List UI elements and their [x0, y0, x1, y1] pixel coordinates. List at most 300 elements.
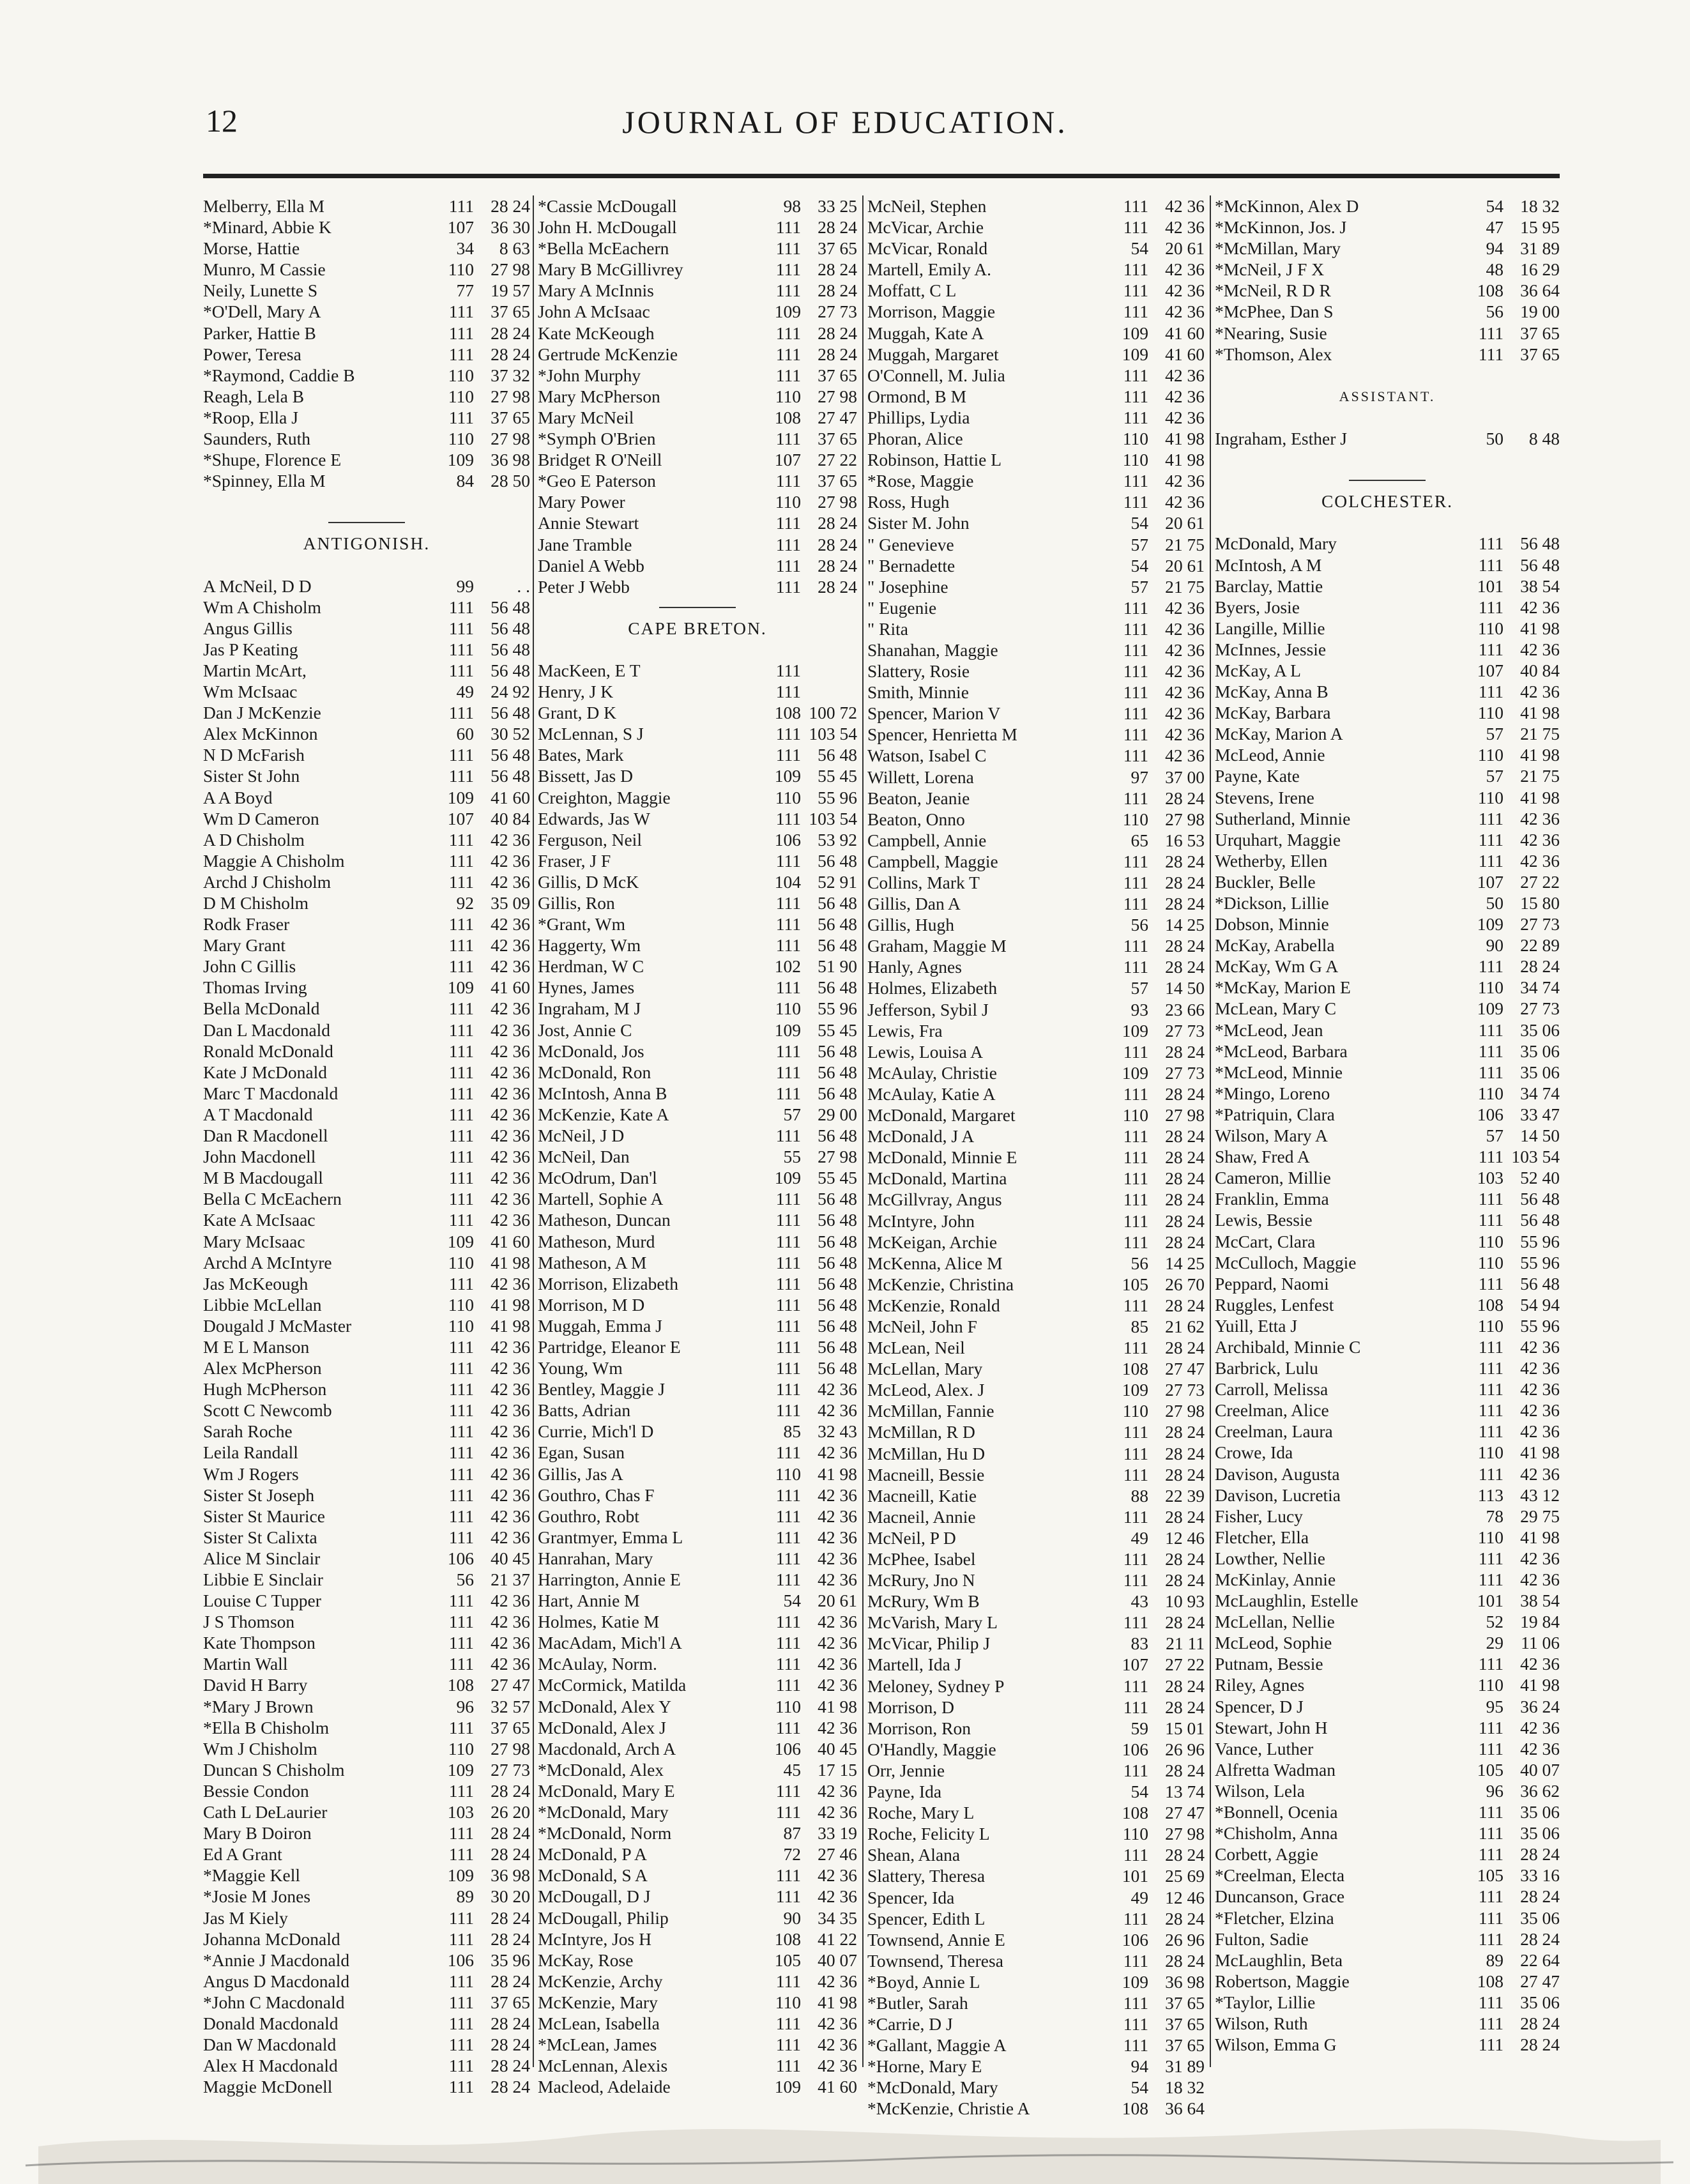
days-taught: 54	[1130, 238, 1148, 259]
days-taught: 111	[1123, 2035, 1148, 2056]
days-taught: 57	[1486, 766, 1503, 786]
teacher-name: Martell, Emily A.	[867, 259, 992, 280]
days-taught: 109	[1477, 998, 1503, 1019]
teacher-row	[203, 1146, 530, 1167]
county-heading: ANTIGONISH.	[303, 533, 430, 554]
days-taught: 111	[448, 1379, 474, 1400]
teacher-name: Davison, Lucretia	[1215, 1485, 1341, 1505]
days-taught: 111	[448, 703, 474, 723]
teacher-row	[867, 2013, 1205, 2035]
grant-amount: 27 73	[1520, 998, 1560, 1019]
days-taught: 111	[448, 829, 474, 850]
grant-amount: 42 36	[818, 1506, 857, 1526]
teacher-row	[538, 407, 857, 428]
days-taught: 90	[783, 1907, 801, 1928]
grant-amount: 41 60	[491, 1231, 530, 1251]
days-taught: 84	[456, 471, 474, 491]
teacher-name: Donald Macdonald	[203, 2013, 339, 2033]
teacher-name: Fraser, J F	[538, 850, 611, 871]
grant-amount: 55 96	[1520, 1231, 1560, 1251]
days-taught: 96	[456, 1696, 474, 1716]
days-taught: 57	[1130, 978, 1148, 998]
teacher-name: D M Chisholm	[203, 893, 309, 913]
teacher-row	[538, 2034, 857, 2055]
days-taught: 43	[1130, 1591, 1148, 1612]
grant-amount: 56 48	[491, 660, 530, 680]
teacher-row	[1215, 956, 1560, 977]
grant-amount: 42 36	[1520, 1717, 1560, 1737]
days-taught: 111	[1123, 492, 1148, 512]
teacher-row	[1215, 1738, 1560, 1759]
grant-amount: 56 48	[491, 639, 530, 659]
teacher-name: Creelman, Alice	[1215, 1400, 1329, 1421]
grant-amount: 42 36	[1165, 280, 1205, 301]
teacher-name: Sister M. John	[867, 513, 970, 533]
days-taught: 111	[775, 724, 801, 744]
grant-amount: 23 66	[1165, 999, 1205, 1019]
teacher-name: M E L Manson	[203, 1336, 310, 1357]
teacher-row	[538, 1463, 857, 1485]
grant-amount: 31 89	[1520, 238, 1560, 259]
days-taught: 111	[1478, 1189, 1503, 1209]
grant-amount: 27 98	[1165, 809, 1205, 829]
spacer	[203, 491, 530, 512]
teacher-name: McMillan, Hu D	[867, 1443, 986, 1463]
teacher-name: Mary B McGillivrey	[538, 259, 683, 280]
grant-amount: 42 36	[1165, 365, 1205, 385]
grant-amount: 35 06	[1520, 1907, 1560, 1928]
days-taught: 83	[1130, 1633, 1148, 1654]
teacher-row	[1215, 1674, 1560, 1695]
teacher-row	[1215, 1527, 1560, 1548]
teacher-name: Roche, Felicity L	[867, 1824, 990, 1844]
days-taught: 54	[1486, 196, 1503, 216]
teacher-name: " Eugenie	[867, 597, 937, 618]
grant-amount: 28 24	[1165, 788, 1205, 808]
teacher-row	[203, 1738, 530, 1759]
section-rule	[659, 607, 736, 608]
teacher-row	[867, 1421, 1205, 1442]
grant-amount: 56 48	[818, 1126, 857, 1146]
teacher-row	[203, 1611, 530, 1632]
teacher-name: Sarah Roche	[203, 1421, 293, 1442]
grant-amount: 27 98	[491, 1738, 530, 1759]
grant-amount: 37 65	[818, 429, 857, 449]
grant-amount: 41 98	[1520, 745, 1560, 765]
teacher-row	[203, 1865, 530, 1886]
days-taught: 49	[456, 682, 474, 702]
teacher-name: Stevens, Irene	[1215, 787, 1314, 807]
teacher-name: *Josie M Jones	[203, 1886, 311, 1907]
teacher-name: Cameron, Millie	[1215, 1168, 1331, 1188]
teacher-row	[1215, 1653, 1560, 1674]
teacher-name: Campbell, Maggie	[867, 851, 998, 871]
grant-amount: 42 36	[818, 2013, 857, 2033]
days-taught: 111	[448, 1654, 474, 1674]
teacher-name: McLennan, S J	[538, 724, 644, 744]
teacher-name: Alice M Sinclair	[203, 1548, 321, 1568]
days-taught: 49	[1130, 1527, 1148, 1548]
grant-amount: 56 48	[491, 597, 530, 617]
teacher-name: Martell, Sophie A	[538, 1189, 664, 1209]
days-taught: 87	[783, 1823, 801, 1844]
teacher-row	[1215, 1315, 1560, 1336]
days-taught: 111	[448, 998, 474, 1019]
grant-amount: 42 36	[818, 1400, 857, 1421]
grant-amount: 42 36	[818, 1865, 857, 1886]
teacher-row	[867, 1844, 1205, 1865]
teacher-name: Gertrude McKenzie	[538, 344, 678, 364]
grant-amount: 42 36	[818, 1633, 857, 1653]
teacher-row	[1215, 1294, 1560, 1315]
teacher-row	[203, 1569, 530, 1590]
grant-amount: 27 22	[818, 450, 857, 470]
days-taught: 111	[448, 597, 474, 617]
days-taught: 111	[1123, 1549, 1148, 1569]
teacher-name: Sister St John	[203, 766, 300, 786]
days-taught: 111	[1478, 533, 1503, 554]
teacher-row	[203, 744, 530, 765]
days-taught: 110	[1122, 429, 1148, 449]
teacher-name: Bella C McEachern	[203, 1189, 342, 1209]
grant-amount: 38 54	[1520, 576, 1560, 596]
grant-amount: 42 36	[1520, 829, 1560, 850]
grant-amount: 56 48	[491, 766, 530, 786]
grant-amount: 12 46	[1165, 1527, 1205, 1548]
teacher-name: A A Boyd	[203, 787, 273, 807]
teacher-name: Dan R Macdonell	[203, 1126, 328, 1146]
grant-amount: 28 24	[1165, 936, 1205, 956]
days-taught: 109	[774, 1168, 801, 1188]
days-taught: 110	[1122, 1824, 1148, 1844]
days-taught: 92	[456, 893, 474, 913]
days-taught: 110	[1477, 977, 1503, 998]
teacher-row	[867, 280, 1205, 301]
days-taught: 111	[775, 1569, 801, 1589]
days-taught: 111	[775, 893, 801, 913]
grant-amount: 42 36	[1165, 618, 1205, 639]
grant-amount: 27 47	[491, 1675, 530, 1695]
grant-amount: 42 36	[491, 1527, 530, 1547]
county-heading: COLCHESTER.	[1321, 491, 1454, 512]
teacher-name: McLaughlin, Beta	[1215, 1950, 1343, 1970]
days-taught: 111	[448, 1780, 474, 1801]
grant-amount: 36 24	[1520, 1696, 1560, 1716]
days-taught: 106	[774, 1738, 801, 1759]
spacer	[1215, 407, 1560, 428]
teacher-row	[1215, 1442, 1560, 1463]
days-taught: 109	[447, 1865, 474, 1886]
teacher-name: McDonald, Mary E	[538, 1780, 675, 1801]
days-taught: 111	[1123, 1506, 1148, 1527]
grant-amount: 41 98	[1520, 618, 1560, 638]
grant-amount: 16 29	[1520, 259, 1560, 280]
days-taught: 111	[775, 745, 801, 765]
days-taught: 111	[448, 618, 474, 638]
teacher-row	[1215, 1188, 1560, 1209]
teacher-row	[1215, 977, 1560, 998]
teacher-name: *McLeod, Minnie	[1215, 1062, 1343, 1082]
teacher-row	[867, 1464, 1205, 1485]
teacher-row	[203, 259, 530, 280]
teacher-row	[867, 1802, 1205, 1823]
grant-amount: 41 98	[818, 1463, 857, 1484]
teacher-row	[1215, 1780, 1560, 1801]
teacher-name: Power, Teresa	[203, 344, 301, 364]
days-taught: 111	[448, 2035, 474, 2055]
days-taught: 111	[775, 1971, 801, 1991]
teacher-name: McKenzie, Archy	[538, 1971, 663, 1991]
days-taught: 111	[775, 555, 801, 576]
teacher-row	[1215, 1928, 1560, 1950]
days-taught: 111	[1123, 851, 1148, 871]
teacher-row	[867, 1697, 1205, 1718]
teacher-name: Bessie Condon	[203, 1780, 309, 1801]
teacher-row	[867, 1739, 1205, 1760]
teacher-name: Sister St Joseph	[203, 1485, 315, 1505]
days-taught: 89	[1486, 1950, 1503, 1970]
teacher-name: Beaton, Onno	[867, 809, 965, 829]
teacher-row	[867, 1358, 1205, 1379]
grant-amount: 55 96	[1520, 1252, 1560, 1272]
teacher-name: MacKeen, E T	[538, 660, 641, 680]
days-taught: 111	[448, 1273, 474, 1294]
days-taught: 111	[775, 280, 801, 301]
teacher-row	[867, 1168, 1205, 1189]
grant-amount: 55 96	[1520, 1315, 1560, 1336]
days-taught: 111	[1123, 788, 1148, 808]
days-taught: 111	[775, 1294, 801, 1315]
grant-amount: 42 36	[1520, 1358, 1560, 1378]
teacher-name: *Bella McEachern	[538, 238, 669, 259]
teacher-name: Bridget R O'Neill	[538, 450, 662, 470]
teacher-name: McKay, A L	[1215, 660, 1301, 680]
teacher-row	[867, 1992, 1205, 2013]
teacher-name: McKay, Wm G A	[1215, 956, 1339, 977]
section-subheading: ASSISTANT.	[1339, 388, 1436, 404]
teacher-name: Vance, Luther	[1215, 1738, 1314, 1759]
teacher-row	[203, 280, 530, 301]
grant-amount: 28 24	[818, 280, 857, 301]
grant-amount: 28 24	[1520, 1928, 1560, 1949]
teacher-name: Kate J McDonald	[203, 1062, 327, 1082]
teacher-name: M B Macdougall	[203, 1168, 323, 1188]
teacher-row	[203, 1104, 530, 1125]
teacher-name: McRury, Wm B	[867, 1591, 980, 1612]
teacher-row	[538, 1780, 857, 1801]
teacher-row	[538, 259, 857, 280]
teacher-name: Ronald McDonald	[203, 1041, 333, 1061]
grant-amount: 28 24	[818, 513, 857, 533]
grant-amount: 22 89	[1520, 935, 1560, 956]
days-taught: 108	[774, 407, 801, 427]
teacher-name: Macneill, Katie	[867, 1485, 977, 1506]
teacher-row	[867, 1823, 1205, 1844]
grant-amount: 42 36	[491, 1336, 530, 1357]
days-taught: 111	[1123, 1443, 1148, 1463]
days-taught: 111	[448, 850, 474, 871]
column-4	[1215, 195, 1560, 2067]
days-taught: 110	[1477, 1442, 1503, 1463]
teacher-row	[203, 1992, 530, 2013]
teacher-row	[203, 1315, 530, 1336]
days-taught: 111	[448, 871, 474, 892]
teacher-row	[1215, 660, 1560, 681]
teacher-name: Shaw, Fred A	[1215, 1147, 1310, 1167]
teacher-row	[538, 1252, 857, 1273]
days-taught: 111	[1478, 850, 1503, 871]
grant-amount: 42 36	[818, 1780, 857, 1801]
days-taught: 109	[774, 766, 801, 786]
teacher-row	[538, 660, 857, 681]
days-taught: 56	[1130, 915, 1148, 935]
teacher-row	[1215, 1907, 1560, 1928]
teacher-row	[203, 1780, 530, 1801]
days-taught: 111	[1123, 1338, 1148, 1358]
grant-amount: 8 63	[499, 238, 530, 259]
days-taught: 56	[456, 1569, 474, 1589]
days-taught: 111	[448, 1168, 474, 1188]
teacher-row	[538, 723, 857, 744]
teacher-row	[538, 1611, 857, 1632]
grant-amount: 27 47	[1165, 1359, 1205, 1379]
grant-amount: 55 45	[818, 1019, 857, 1040]
teacher-name: McCormick, Matilda	[538, 1675, 687, 1695]
teacher-name: Young, Wm	[538, 1358, 623, 1378]
grant-amount: 28 24	[491, 1823, 530, 1844]
days-taught: 111	[1478, 639, 1503, 659]
teacher-row	[867, 830, 1205, 851]
teacher-row	[867, 386, 1205, 407]
teacher-name: Putnam, Bessie	[1215, 1654, 1323, 1674]
grant-amount: 56 48	[818, 1252, 857, 1272]
days-taught: 108	[1477, 1294, 1503, 1315]
grant-amount: 42 36	[818, 1485, 857, 1505]
days-taught: 90	[1486, 935, 1503, 956]
days-taught: 111	[1123, 1992, 1148, 2013]
teacher-name: McKenzie, Ronald	[867, 1295, 1000, 1315]
teacher-row	[538, 512, 857, 533]
teacher-row	[1215, 744, 1560, 765]
teacher-row	[538, 1209, 857, 1230]
days-taught: 111	[448, 1400, 474, 1421]
grant-amount: 55 96	[818, 787, 857, 807]
grant-amount: 42 36	[491, 1591, 530, 1611]
teacher-name: A T Macdonald	[203, 1104, 313, 1124]
teacher-row	[538, 1759, 857, 1780]
grant-amount: 34 74	[1520, 977, 1560, 998]
teacher-name: Slattery, Rosie	[867, 661, 970, 682]
grant-amount: 18 32	[1520, 196, 1560, 216]
days-taught: 106	[774, 829, 801, 850]
days-taught: 111	[448, 1358, 474, 1378]
grant-amount: 37 65	[1165, 1992, 1205, 2013]
teacher-row	[538, 280, 857, 301]
teacher-name: N D McFarish	[203, 745, 305, 765]
teacher-row	[538, 470, 857, 491]
teacher-row	[1215, 1041, 1560, 1062]
teacher-name: Graham, Maggie M	[867, 936, 1007, 956]
grant-amount: 28 24	[1165, 1210, 1205, 1231]
teacher-name: McRury, Jno N	[867, 1570, 975, 1591]
grant-amount: 41 98	[491, 1294, 530, 1315]
days-taught: 108	[447, 1675, 474, 1695]
grant-amount: 41 98	[1520, 1442, 1560, 1463]
days-taught: 111	[1478, 554, 1503, 575]
grant-amount: 27 73	[1165, 1062, 1205, 1083]
grant-amount: 36 98	[491, 450, 530, 470]
teacher-name: John A McIsaac	[538, 302, 650, 322]
teacher-name: Lewis, Bessie	[1215, 1210, 1313, 1230]
grant-amount: 42 36	[1520, 682, 1560, 702]
days-taught: 110	[775, 1696, 801, 1716]
grant-amount: 55 96	[818, 998, 857, 1019]
days-taught: 54	[1130, 1782, 1148, 1802]
teacher-name: Harrington, Annie E	[538, 1569, 681, 1589]
teacher-row	[1215, 1146, 1560, 1167]
teacher-row	[1215, 1717, 1560, 1738]
teacher-name: Crowe, Ida	[1215, 1442, 1293, 1463]
grant-amount: 37 65	[491, 407, 530, 427]
teacher-name: McLeod, Alex. J	[867, 1380, 985, 1400]
teacher-name: McLellan, Mary	[867, 1359, 983, 1379]
teacher-row	[538, 1315, 857, 1336]
days-taught: 111	[1123, 217, 1148, 238]
grant-amount: 28 24	[1520, 1886, 1560, 1907]
grant-amount: 41 98	[1520, 1527, 1560, 1547]
teacher-name: *Nearing, Susie	[1215, 323, 1327, 343]
teacher-row	[1215, 1231, 1560, 1252]
teacher-name: McDonald, Alex Y	[538, 1696, 672, 1716]
grant-amount: 35 06	[1520, 1802, 1560, 1822]
days-taught: 111	[1478, 597, 1503, 617]
teacher-row	[867, 407, 1205, 428]
teacher-name: Davison, Augusta	[1215, 1463, 1340, 1484]
days-taught: 110	[1477, 1083, 1503, 1103]
grant-amount: 56 48	[818, 1210, 857, 1230]
teacher-row	[538, 1674, 857, 1695]
days-taught: 110	[775, 492, 801, 512]
teacher-name: Archibald, Minnie C	[1215, 1336, 1361, 1357]
days-taught: 111	[1123, 1168, 1148, 1189]
grant-amount: 42 36	[1520, 1336, 1560, 1357]
teacher-row	[1215, 1019, 1560, 1041]
teacher-name: *Raymond, Caddie B	[203, 365, 355, 385]
days-taught: 110	[1477, 745, 1503, 765]
grant-amount: 41 60	[491, 977, 530, 998]
days-taught: 94	[1486, 238, 1503, 259]
days-taught: 111	[448, 956, 474, 977]
teacher-name: Reagh, Lela B	[203, 386, 305, 406]
column-divider	[533, 195, 534, 2067]
teacher-row	[203, 702, 530, 723]
teacher-row	[1215, 1400, 1560, 1421]
grant-amount: 37 65	[491, 1717, 530, 1737]
days-taught: 111	[1123, 618, 1148, 639]
grant-amount: 27 47	[818, 407, 857, 427]
teacher-name: Libbie McLellan	[203, 1294, 322, 1315]
grant-amount: 35 09	[491, 893, 530, 913]
teacher-name: Bates, Mark	[538, 745, 624, 765]
days-taught: 111	[1123, 1845, 1148, 1865]
teacher-row	[867, 1295, 1205, 1316]
grant-amount: 28 24	[1165, 1422, 1205, 1442]
grant-amount: 19 00	[1520, 302, 1560, 322]
grant-amount: 36 64	[1520, 280, 1560, 301]
teacher-name: McDonald, Minnie E	[867, 1147, 1017, 1168]
grant-amount: 21 11	[1166, 1633, 1205, 1654]
teacher-name: McInnes, Jessie	[1215, 639, 1327, 659]
